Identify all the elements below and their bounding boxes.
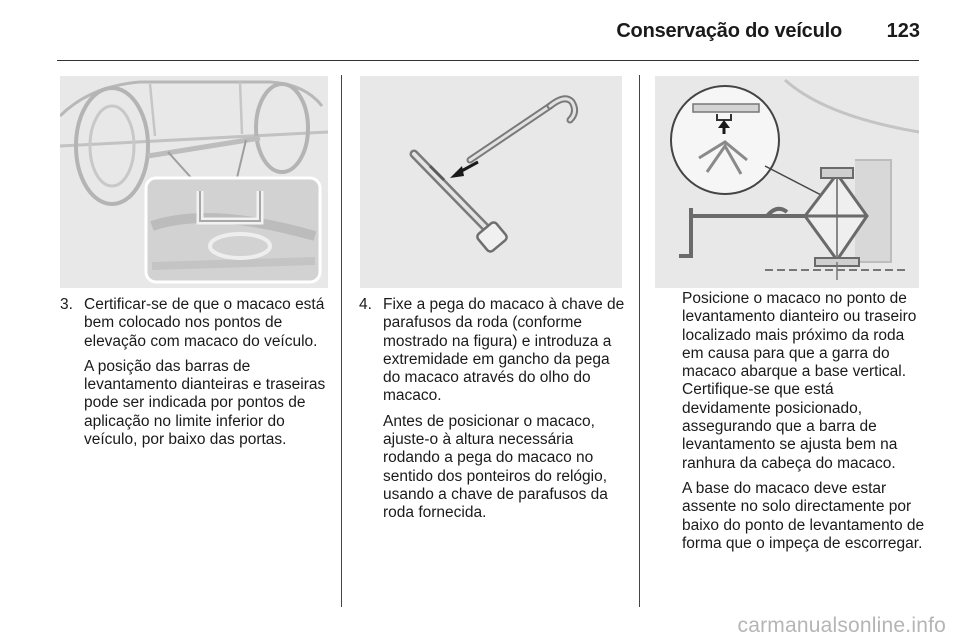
watermark: carmanualsonline.info (737, 614, 946, 637)
wrench-handle-illustration (360, 76, 622, 288)
jacking-point-illustration (60, 76, 328, 288)
step-4-block (359, 296, 631, 523)
jack-position-illustration (655, 76, 919, 288)
jack-instructions-para-2: A base do macaco deve estar assente no solo directamente por baixo do ponto de levantamento de forma que o impeça de escorregar. (682, 479, 925, 552)
step-4 (359, 296, 631, 523)
jack-instructions-para-1: Posicione o macaco no ponto de levantamento dianteiro ou traseiro localizado mais próximo da roda em causa para que a garra do macaco abarque a base vertical. Certifique-se que está devidamente posicionado, assegurando que a barra de levantamento se ajusta bem na ranhura da cabeça do macaco. (682, 290, 917, 472)
figure-jack-position (655, 76, 919, 288)
step-4-text: Fixe a pega do macaco à chave de parafusos da roda (conforme mostrado na figura) e introduza a extremidade em gancho da pega do macaco através do olho do macaco. (383, 296, 625, 405)
step-3-block (60, 296, 332, 449)
page-title: Conservação do veículo (616, 20, 842, 42)
step-3 (60, 296, 332, 449)
figure-jacking-point (60, 76, 328, 288)
step-3-text: Certificar-se de que o macaco está bem colocado nos pontos de elevação com macaco do veículo. (84, 296, 325, 350)
step-3-number: 3. (60, 296, 73, 313)
step-4-note: Antes de posicionar o macaco, ajuste-o à altura necessária rodando a pega do macaco no sentido dos ponteiros do relógio, usando a chave de parafusos da roda fornecida. (383, 412, 608, 522)
step-3-note: A posição das barras de levantamento dianteiras e traseiras pode ser indicada por pontos de aplicação no limite inferior do veículo, por baixo das portas. (84, 357, 326, 449)
jack-instructions-block (682, 290, 926, 553)
header-divider (57, 60, 919, 61)
page-number: 123 (886, 20, 920, 42)
column-divider-right (639, 75, 640, 607)
step-4-number: 4. (359, 296, 372, 313)
figure-wrench-handle (360, 76, 622, 288)
page-header (0, 0, 960, 62)
column-divider-left (341, 75, 342, 607)
